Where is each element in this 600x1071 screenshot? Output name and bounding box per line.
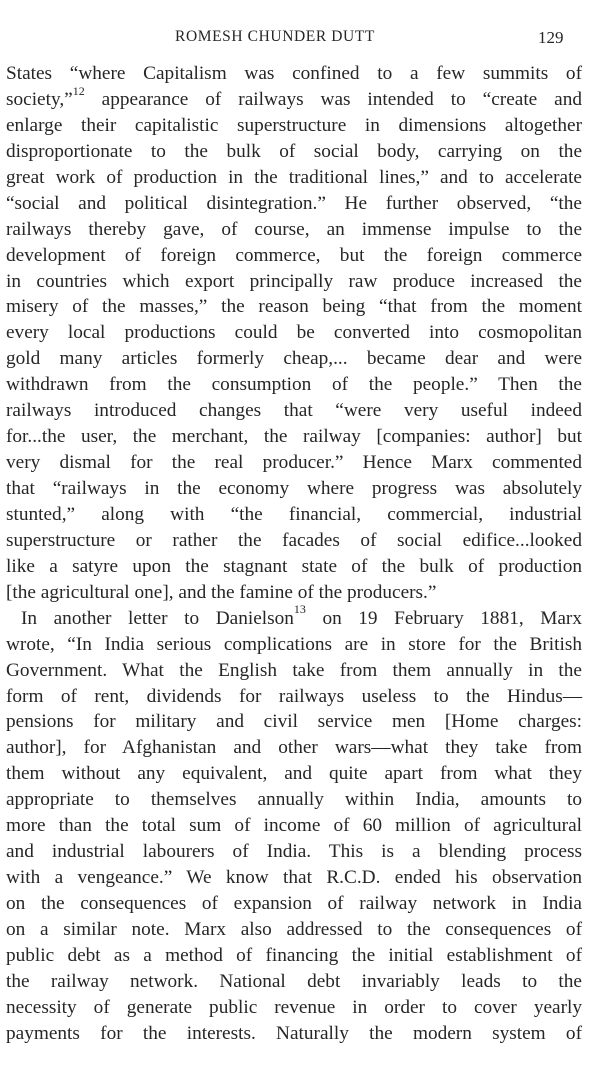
text-line-content: author], for Afghanistan and other wars—what they take from: [6, 737, 582, 759]
text-line-content: Government. What the English take from them annually in the: [6, 659, 582, 681]
text-line: [6, 243, 582, 269]
text-line: [6, 995, 582, 1021]
text-line-content: States “where Capitalism was confined to a few summits of: [6, 63, 582, 84]
text-line: [6, 502, 582, 528]
text-line-content: on a similar note. Marx also addressed to the consequences of: [6, 918, 582, 940]
text-line: [6, 217, 582, 243]
text-line-content: on the consequences of expansion of railway network in India: [6, 893, 582, 914]
text-line-content: payments for the interests. Naturally the modern system of: [6, 1022, 582, 1044]
text-line: [6, 165, 582, 191]
text-line: [6, 658, 582, 684]
text-line-content: and industrial labourers of India. This is a blending process: [6, 841, 582, 863]
text-line: [6, 83, 582, 113]
text-line: [6, 191, 582, 217]
text-line-content: gold many articles formerly cheap,... became dear and were: [6, 348, 582, 370]
text-line-content: necessity of generate public revenue in order to cover yearly: [6, 996, 582, 1018]
text-line: [6, 632, 582, 658]
text-line-content: society,”: [6, 88, 73, 110]
text-line: [6, 602, 582, 632]
text-line-content: for...the user, the merchant, the railway [companies: author] but: [6, 426, 582, 448]
text-line-content: wrote, “In India serious complications are in store for the British: [6, 633, 582, 655]
text-line: [6, 294, 582, 320]
text-line-content: public debt as a method of financing the initial establishment of: [6, 944, 582, 966]
text-line: [6, 320, 582, 346]
text-line: [6, 917, 582, 943]
text-line: [6, 113, 582, 139]
text-line-content: great work of production in the traditional lines,” and to accelerate: [6, 166, 582, 188]
text-line-content: in countries which export principally raw produce increased the: [6, 270, 582, 292]
text-line-content: development of foreign commerce, but the foreign commerce: [6, 244, 582, 266]
body-text: [6, 61, 582, 1047]
text-line-continuation: on 19 February 1881, Marx: [305, 607, 582, 629]
text-line: [6, 554, 582, 580]
text-line: [6, 139, 582, 165]
text-line: [6, 424, 582, 450]
text-line-content: like a satyre upon the stagnant state of the bulk of production: [6, 555, 582, 577]
footnote-reference: 12: [72, 83, 85, 98]
text-line-content: that “railways in the economy where progress was absolutely: [6, 478, 582, 499]
text-line-content: them without any equivalent, and quite apart from what they: [6, 763, 582, 785]
text-line: [6, 891, 582, 917]
text-line: [6, 735, 582, 761]
text-line: [6, 528, 582, 554]
text-line: [6, 269, 582, 295]
text-line: [6, 709, 582, 735]
text-line-content: pensions for military and civil service men [Home charges:: [6, 711, 582, 733]
text-line: [6, 476, 582, 502]
text-line: [6, 684, 582, 710]
text-line-content: In another letter to Danielson: [21, 607, 294, 629]
text-line: [6, 450, 582, 476]
text-line-content: railways thereby gave, of course, an immense impulse to the: [6, 218, 582, 240]
text-line: [6, 1021, 582, 1047]
text-line: [6, 839, 582, 865]
text-line-content: disproportionate to the bulk of social body, carrying on the: [6, 140, 582, 162]
text-line-content: railways introduced changes that “were very useful indeed: [6, 400, 582, 422]
text-line-content: with a vengeance.” We know that R.C.D. ended his observation: [6, 867, 582, 889]
text-line: [6, 943, 582, 969]
text-line-content: more than the total sum of income of 60 million of agricultural: [6, 815, 582, 837]
text-line-content: the railway network. National debt invariably leads to the: [6, 970, 582, 992]
page-number: 129: [538, 28, 564, 47]
footnote-reference: 13: [293, 602, 306, 617]
text-line: [6, 787, 582, 813]
text-line: [6, 865, 582, 891]
text-line-content: form of rent, dividends for railways useless to the Hindus—: [6, 685, 582, 707]
text-line-content: [the agricultural one], and the famine of the producers.”: [6, 581, 437, 603]
page-header: [0, 28, 600, 52]
text-line-content: “social and political disintegration.” He further observed, “the: [6, 192, 582, 214]
running-head: ROMESH CHUNDER DUTT: [175, 28, 375, 45]
text-line: [6, 61, 582, 87]
text-line-content: stunted,” along with “the financial, commercial, industrial: [6, 503, 582, 525]
text-line-content: very dismal for the real producer.” Hence Marx commented: [6, 452, 582, 474]
text-line-content: misery of the masses,” the reason being “that from the moment: [6, 296, 582, 318]
text-line: [6, 813, 582, 839]
text-line-content: withdrawn from the consumption of the people.” Then the: [6, 374, 582, 396]
text-line-content: enlarge their capitalistic superstructure in dimensions altogether: [6, 114, 582, 136]
text-line-content: every local productions could be converted into cosmopolitan: [6, 322, 582, 344]
text-line: [6, 372, 582, 398]
text-line-continuation: appearance of railways was intended to “create and: [84, 88, 582, 110]
text-line: [6, 346, 582, 372]
text-line-content: superstructure or rather the facades of social edifice...looked: [6, 529, 582, 551]
text-line: [6, 761, 582, 787]
text-line-content: appropriate to themselves annually within India, amounts to: [6, 789, 582, 811]
text-line: [6, 969, 582, 995]
text-line: [6, 398, 582, 424]
